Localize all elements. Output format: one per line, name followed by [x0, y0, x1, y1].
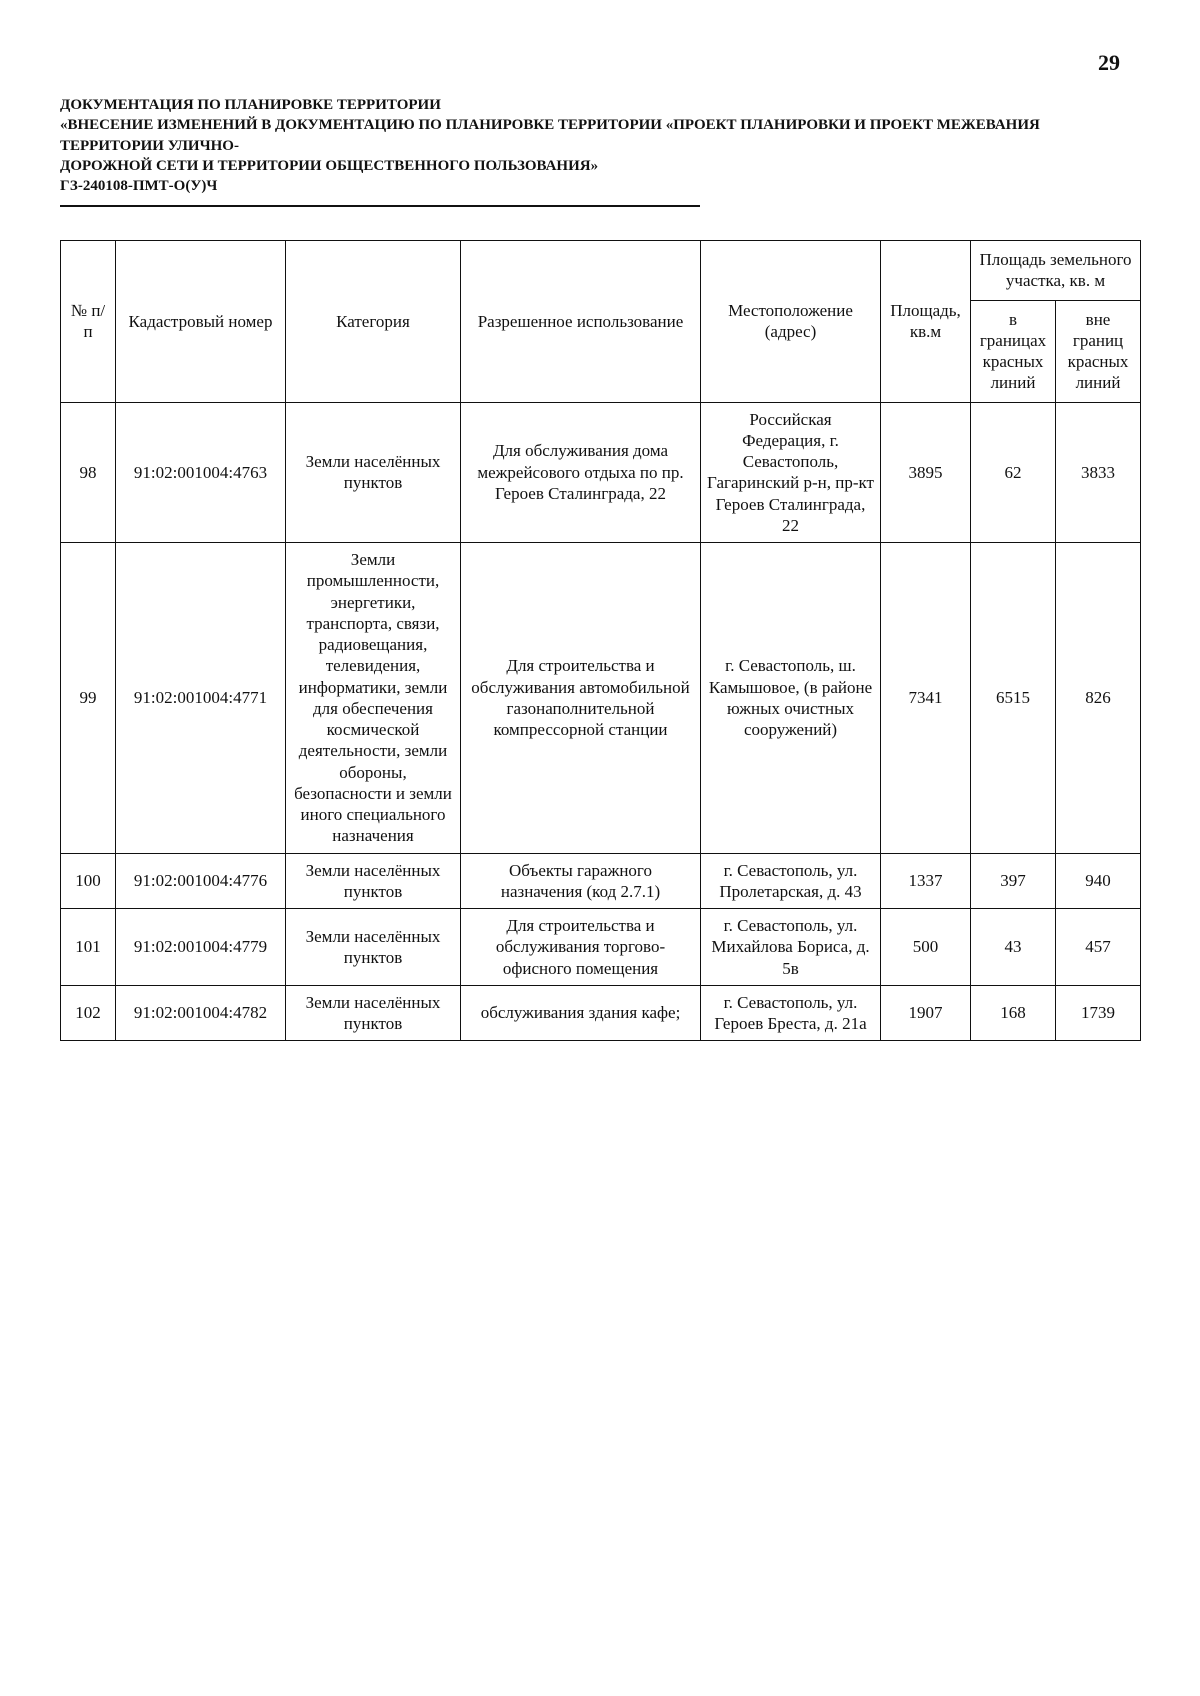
table-row	[61, 543, 1141, 854]
header-line-2: «ВНЕСЕНИЕ ИЗМЕНЕНИЙ В ДОКУМЕНТАЦИЮ ПО ПЛАНИРОВКЕ ТЕРРИТОРИИ «ПРОЕКТ ПЛАНИРОВКИ И ПРОЕКТ МЕЖЕВАНИЯ ТЕРРИТОРИИ УЛИЧНО-	[60, 117, 1040, 154]
cell-category: Земли населённых пунктов	[286, 985, 461, 1041]
header-row	[61, 241, 1141, 301]
table-row	[61, 985, 1141, 1041]
cell-permitted-use: обслуживания здания кафе;	[461, 985, 701, 1041]
col-header-location: Местоположение (адрес)	[701, 241, 881, 403]
col-header-category: Категория	[286, 241, 461, 403]
cell-within-red-lines: 62	[971, 402, 1056, 543]
cell-cadastral: 91:02:001004:4763	[116, 402, 286, 543]
col-header-plot-area-group: Площадь земельного участка, кв. м	[971, 241, 1141, 301]
cell-num: 99	[61, 543, 116, 854]
cell-category: Земли населённых пунктов	[286, 853, 461, 909]
cell-within-red-lines: 397	[971, 853, 1056, 909]
cell-location: г. Севастополь, ул. Героев Бреста, д. 21а	[701, 985, 881, 1041]
document-header	[60, 95, 1140, 196]
cell-num: 102	[61, 985, 116, 1041]
cell-within-red-lines: 168	[971, 985, 1056, 1041]
cell-category: Земли населённых пунктов	[286, 402, 461, 543]
cell-location: г. Севастополь, ш. Камышовое, (в районе южных очистных сооружений)	[701, 543, 881, 854]
col-header-num: № п/п	[61, 241, 116, 403]
col-header-outside-red-lines: вне границ красных линий	[1056, 300, 1141, 402]
col-header-permitted-use: Разрешенное использование	[461, 241, 701, 403]
cell-location: г. Севастополь, ул. Пролетарская, д. 43	[701, 853, 881, 909]
col-header-area: Площадь, кв.м	[881, 241, 971, 403]
cell-outside-red-lines: 826	[1056, 543, 1141, 854]
cell-permitted-use: Объекты гаражного назначения (код 2.7.1)	[461, 853, 701, 909]
table-row	[61, 853, 1141, 909]
cell-num: 98	[61, 402, 116, 543]
cell-num: 101	[61, 909, 116, 986]
cell-cadastral: 91:02:001004:4782	[116, 985, 286, 1041]
cell-permitted-use: Для строительства и обслуживания торгово-офисного помещения	[461, 909, 701, 986]
header-rule	[60, 205, 700, 207]
cell-outside-red-lines: 3833	[1056, 402, 1141, 543]
cell-within-red-lines: 43	[971, 909, 1056, 986]
table-row	[61, 402, 1141, 543]
cell-area: 3895	[881, 402, 971, 543]
col-header-within-red-lines: в границах красных линий	[971, 300, 1056, 402]
header-line-1: ДОКУМЕНТАЦИЯ ПО ПЛАНИРОВКЕ ТЕРРИТОРИИ	[60, 97, 441, 113]
cell-area: 1907	[881, 985, 971, 1041]
cell-area: 7341	[881, 543, 971, 854]
cell-outside-red-lines: 457	[1056, 909, 1141, 986]
header-line-4: ГЗ-240108-ПМТ-О(У)Ч	[60, 178, 218, 194]
cell-num: 100	[61, 853, 116, 909]
page-number: 29	[1098, 50, 1120, 75]
cell-cadastral: 91:02:001004:4776	[116, 853, 286, 909]
col-header-cadastral: Кадастровый номер	[116, 241, 286, 403]
header-line-3: ДОРОЖНОЙ СЕТИ И ТЕРРИТОРИИ ОБЩЕСТВЕННОГО ПОЛЬЗОВАНИЯ»	[60, 157, 599, 174]
cell-permitted-use: Для обслуживания дома межрейсового отдыха по пр. Героев Сталинграда, 22	[461, 402, 701, 543]
cell-outside-red-lines: 940	[1056, 853, 1141, 909]
cell-permitted-use: Для строительства и обслуживания автомобильной газонаполнительной компрессорной станции	[461, 543, 701, 854]
cell-outside-red-lines: 1739	[1056, 985, 1141, 1041]
cell-area: 500	[881, 909, 971, 986]
cell-cadastral: 91:02:001004:4779	[116, 909, 286, 986]
cell-category: Земли населённых пунктов	[286, 909, 461, 986]
cell-location: г. Севастополь, ул. Михайлова Бориса, д. 5в	[701, 909, 881, 986]
cell-within-red-lines: 6515	[971, 543, 1056, 854]
cell-category: Земли промышленности, энергетики, транспорта, связи, радиовещания, телевидения, информатики, земли для обеспечения космической деятельности, земли обороны, безопасности и земли иного специального назначения	[286, 543, 461, 854]
cell-location: Российская Федерация, г. Севастополь, Гагаринский р-н, пр-кт Героев Сталинграда, 22	[701, 402, 881, 543]
land-plots-table	[60, 240, 1141, 1041]
table-row	[61, 909, 1141, 986]
cell-cadastral: 91:02:001004:4771	[116, 543, 286, 854]
cell-area: 1337	[881, 853, 971, 909]
